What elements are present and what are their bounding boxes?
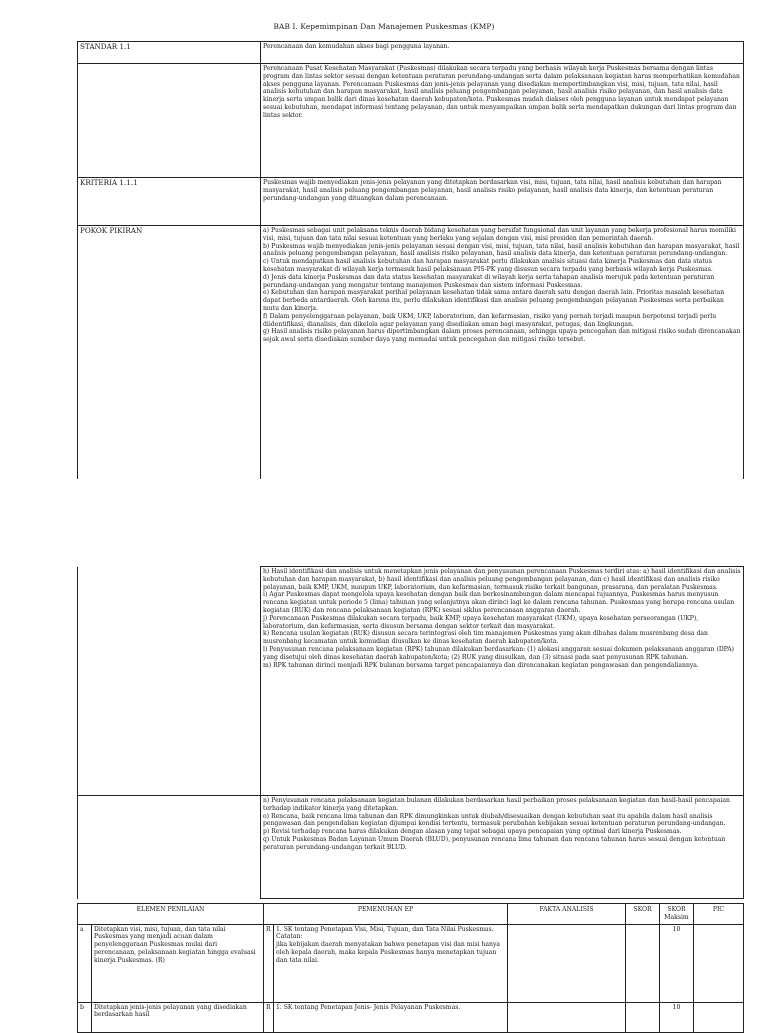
header-pemenuhan: PEMENUHAN EP [264, 904, 508, 925]
pokok-cont-items [261, 567, 744, 796]
catatan-label: Catatan: [276, 933, 303, 941]
row-skor [626, 1002, 660, 1032]
catatan-text: jika kebijakan daerah menyatakan bahwa penetapan visi dan misi hanya oleh kepala daerah, maka kepala Puskesmas hanya menetapkan tujuan dan tata nilai. [276, 941, 501, 964]
table-row [78, 1002, 744, 1032]
row-skor [626, 924, 660, 1002]
standar-description: Perencanaan Pusat Kesehatan Masyarakat (Puskesmas) dilakukan secara terpadu yang berbasis wilayah kerja Puskesmas bersama dengan lintas program dan lintas sektor sesuai dengan ketentuan peraturan perundang-undangan serta dalam pelaksanaan kegiatan harus memperhatikan kemudahan akses pengguna layanan. Perencanaan Puskesmas dan jenis-jenis pelayanan yang disediakan mempertimbangkan visi, misi, tujuan, tata nilai, hasil analisis kebutuhan dan harapan masyarakat, hasil analisis peluang pengembangan pelayanan, hasil analisis risiko pelayanan, dan hasil analisis data kinerja serta umpan balik dari dinas kesehatan daerah kebupaten/kota. Puskesmas mudah diakses oleh pengguna layanan untuk mendapat pelayanan sesuai kebutuhan, mendapat informasi tentang pelayanan, dan untuk menyampaikan umpan balik serta mendapatkan dukungan dari lintas program dan lintas sektor. [261, 64, 744, 178]
kriteria-text: Puskesmas wajib menyediakan jenis-jenis pelayanan yang ditetapkan berdasarkan visi, misi, tujuan, tata nilai, hasil analisis kebutuhan dan harapan masyarakat, hasil analisis peluang pengembangan pelayanan, hasil analisis risiko pelayanan, hasil analisis data kinerja, dan ketentuan peraturan perundang-undangan yang dituangkan dalam perencanaan. [261, 178, 744, 226]
pokok-item: d) Jenis data kinerja Puskesmas dan data status kesehatan masyarakat di wilayah kerja serta tahapan analisis merujuk pada ketentuan peraturan perundang-undangan yang mengatur tentang manajemen Puskesmas dan sistem informasi Puskesmas. [263, 273, 715, 289]
row-pic [694, 924, 744, 1002]
kriteria-row [78, 178, 744, 226]
standar-title: Perencanaan dan kemudahan akses bagi pengguna layanan. [261, 42, 744, 64]
table-row [78, 924, 744, 1002]
row-fakta [508, 1002, 626, 1032]
header-elemen: ELEMEN PENILAIAN [78, 904, 264, 925]
empty-cell [78, 796, 261, 899]
pokok-item: i) Agar Puskesmas dapat mengelola upaya kesehatan dengan baik dan berkesinambungan dalam mencapai tujuannya, Puskesmas harus menyusun rencana kegiatan untuk periode 5 (lima) tahunan yang selanjutnya akan dirinci lagi ke dalam rencana tahunan. Puskesmas yang berupa rencana usulan kegiatan (RUK) dan rencana pelaksanaan kegiatan (RPK) sesuai siklus perencanaan anggaran daerah. [263, 591, 735, 614]
row-skor-maks: 10 [660, 1002, 694, 1032]
pokok-label: POKOK PIKIRAN [78, 226, 261, 479]
pokok-item: h) Hasil identifikasi dan analisis untuk menetapkan jenis pelayanan dan penyusunan perencanaan Puskesmas terdiri atas: a) hasil identifikasi dan analisis kebutuhan dan harapan masyarakat, b) hasil identifikasi dan analisis peluang pengembangan pelayanan, dan c) hasil identifikasi dan analisis risiko pelayanan, baik KMP, UKM, maupun UKP, laboratorium, dan kefarmasian, termasuk risiko terkait bangunan, prasarana, dan peralatan Puskesmas. [263, 568, 741, 591]
chapter-title: BAB I. Kepemimpinan Dan Manajemen Puskesmas (KMP) [273, 22, 495, 31]
pokok-items [261, 226, 744, 479]
pokok-item: a) Puskesmas sebagai unit pelaksana teknis daerah bidang kesehatan yang bersifat fungsional dan unit layanan yang bekerja profesional harus memiliki visi, misi, tujuan dan tata nilai sesuai ketentuan yang berlaku yang sejalan dengan visi, misi presiden dan pemerintah daerah. [263, 227, 736, 242]
pokok-item: q) Untuk Puskesmas Badan Layanan Umum Daerah (BLUD), penyusunan rencana lima tahunan dan rencana tahunan harus sesuai dengan ketentuan peraturan perundang-undangan terkait BLUD. [263, 835, 726, 851]
row-code: a [78, 924, 92, 1002]
row-pemenuhan [274, 1002, 508, 1032]
pokok-item: o) Rencana, baik rencana lima tahunan dan RPK dimungkinkan untuk diubah/disesuaikan dengan kebutuhan saat itu apabila dalam hasil analisis pengawasan dan pengendalian kegiatan dijumpai kondisi tertentu, termasuk perubahan kebijakan sesuai ketentuan peraturan perundang-undangan. [263, 812, 726, 828]
pemenuhan-text: 1. SK tentang Penetapan Visi, Misi, Tujuan, dan Tata Nilai Puskesmas. [276, 925, 494, 933]
pokok-cont-items-2 [261, 796, 744, 899]
header-skor-maks: SKOR Maksim [660, 904, 694, 925]
header-fakta: FAKTA ANALISIS [508, 904, 626, 925]
pokok-item: m) RPK tahunan dirinci menjadi RPK bulanan bersama target pencapaiannya dan direncanakan kegiatan pengawasan dan pengendaliannya. [263, 661, 699, 669]
pokok-item: f) Dalam penyelenggaraan pelayanan, baik UKM, UKP, laboratorium, dan kefarmasian, risiko yang pernah terjadi maupun berpotensi terjadi perlu diidentifikasi, dianalisis, dan dikelola agar pelayanan yang disediakan aman bagi masyarakat, petugas, dan lingkungan. [263, 312, 717, 328]
header-pic: PIC [694, 904, 744, 925]
row-pemenuhan [274, 924, 508, 1002]
row-type: R [264, 1002, 274, 1032]
pokok-item: p) Revisi terhadap rencana harus dilakukan dengan alasan yang tepat sebagai upaya pencapaian yang optimal dari kinerja Puskesmas. [263, 828, 682, 836]
pokok-item: n) Penyusunan rencana pelaksanaan kegiatan bulanan dilakukan berdasarkan hasil perbaikan proses pelaksanaan kegiatan dan hasil-hasil pencapaian terhadap indikator kinerja yang ditetapkan. [263, 797, 730, 812]
pokok-item: g) Hasil analisis risiko pelayanan harus dipertimbangkan dalam proses perencanaan, sehingga upaya pencegahan dan mitigasi risiko sudah direncanakan sejak awal serta disediakan sumber daya yang memadai untuk pencegahan dan mitigasi risiko tersebut. [263, 328, 741, 344]
standard-table [77, 41, 744, 479]
pokok-item: b) Puskesmas wajib menyediakan jenis-jenis pelayanan sesuai dengan visi, misi, tujuan, tata nilai, hasil analisis kebutuhan dan harapan masyarakat, hasil analisis peluang pengembangan pelayanan, hasil analisis risiko pelayanan, hasil analisis data kinerja, dan ketentuan peraturan perundang-undangan. [263, 242, 740, 258]
row-code: b [78, 1002, 92, 1032]
standar-row [78, 42, 744, 64]
pokok-item: l) Penyusunan rencana pelaksanaan kegiatan (RPK) tahunan dilakukan berdasarkan: (1) alokasi anggaran sesuai dokumen pelaksanaan anggaran (DPA) yang disetujui oleh dinas kesehatan daerah kabupaten/kota; (2) RUK yang diusulkan, dan (3) situasi pada saat penyusunan RPK tahunan. [263, 645, 735, 661]
header-skor: SKOR [626, 904, 660, 925]
assessment-table [77, 903, 744, 1033]
row-elemen: Ditetapkan visi, misi, tujuan, dan tata nilai Puskesmas yang menjadi acuan dalam penyelenggaraan Puskesmas mulai dari perencanaan, pelaksanaan kegiatan hingga evaluasi kinerja Puskesmas. (R) [92, 924, 264, 1002]
standar-label: STANDAR 1.1 [78, 42, 261, 64]
pokok-item: c) Untuk mendapatkan hasil analisis kebutuhan dan harapan masyarakat perlu dilakukan analisis situasi data kinerja Puskesmas dan data status kesehatan masyarakat di wilayah kerja termasuk hasil pelaksanaan PIS-PK yang disusun secara terpadu yang berbasis wilayah kerja Puskesmas. [263, 258, 713, 273]
kriteria-label: KRITERIA 1.1.1 [78, 178, 261, 226]
row-skor-maks: 10 [660, 924, 694, 1002]
row-elemen: Ditetapkan jenis-jenis pelayanan yang disediakan berdasarkan hasil [92, 1002, 264, 1032]
empty-cell [78, 567, 261, 796]
pokok-cont-row-2 [78, 796, 744, 899]
row-type: R [264, 924, 274, 1002]
pokok-item: e) Kebutuhan dan harapan masyarakat perihal pelayanan kesehatan tidak sama antara daerah satu dengan daerah lain. Prioritas masalah kesehatan dapat berbeda antardaerah. Oleh karena itu, perlu dilakukan identifikasi dan analisis peluang pengembangan pelayanan Puskesmas serta perbaikan mutu dan kinerja. [263, 289, 725, 312]
pemenuhan-text: 1. SK tentang Penetapan Jenis- Jenis Pelayanan Puskesmas. [276, 1003, 461, 1011]
pokok-row [78, 226, 744, 479]
pokok-item: j) Perencanaan Puskesmas dilakukan secara terpadu, baik KMP, upaya kesehatan masyarakat (UKM), upaya kesehatan perseorangan (UKP), laboratorium, dan kefarmasian, serta disusun bersama dengan sektor terkait dan masyarakat. [263, 614, 699, 630]
pokok-continuation-table [77, 566, 744, 899]
standar-description-row [78, 64, 744, 178]
pokok-cont-row [78, 567, 744, 796]
row-pic [694, 1002, 744, 1032]
pokok-item: k) Rencana usulan kegiatan (RUK) disusun secara terintegrasi oleh tim manajemen Puskesmas yang akan dibahas dalam musrenbang desa dan musrenbang kecamatan untuk kemudian diusulkan ke dinas kesehatan daerah kabupaten/kota. [263, 630, 708, 646]
row-fakta [508, 924, 626, 1002]
empty-cell [78, 64, 261, 178]
table-header-row [78, 904, 744, 925]
